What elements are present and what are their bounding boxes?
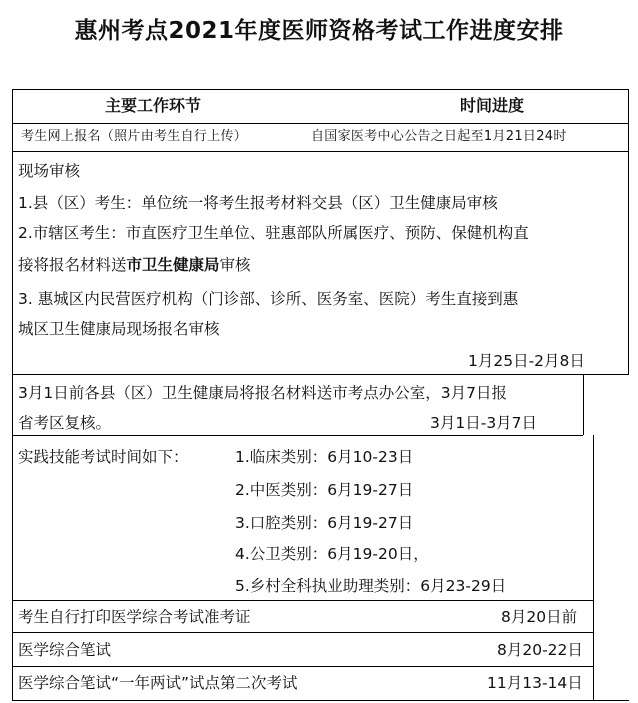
row-divider [13, 666, 593, 667]
time-online-registration: 自国家医考中心公告之日起至1月21日24时 [311, 129, 567, 144]
row-divider [13, 151, 629, 152]
header-task-column: 主要工作环节 [105, 96, 202, 115]
right-border [628, 89, 629, 151]
table-bottom-border [13, 700, 629, 701]
onsite-item-city-line1: 2.市辖区考生：市直医疗卫生单位、驻惠部队所属医疗、预防、保健机构直 [18, 224, 529, 242]
header-time-column: 时间进度 [460, 96, 525, 115]
header-divider [13, 123, 629, 124]
onsite-review-heading: 现场审核 [18, 162, 81, 180]
time-print-ticket: 8月20日前 [501, 608, 578, 626]
task-print-ticket: 考生自行打印医学综合考试准考证 [18, 608, 251, 626]
task-second-exam: 医学综合笔试“一年两试”试点第二次考试 [18, 674, 298, 692]
onsite-item-city-line2 [18, 255, 251, 275]
time-review: 3月1日-3月7日 [430, 414, 538, 432]
right-border [593, 435, 594, 700]
practical-item-tcm: 2.中医类别：6月19-27日 [235, 481, 414, 499]
row-divider [13, 600, 593, 601]
onsite-item-city-bureau: 市卫生健康局 [126, 256, 220, 274]
schedule-table [12, 89, 629, 701]
review-line1: 3月1日前各县（区）卫生健康局将报名材料送市考点办公室，3月7日报 [18, 384, 507, 402]
onsite-item-city-line2-post: 审核 [219, 256, 251, 274]
task-online-registration: 考生网上报名（照片由考生自行上传） [21, 129, 248, 144]
row-divider [13, 374, 629, 375]
practical-item-public-health: 4.公卫类别：6月19-20日， [235, 545, 429, 563]
time-second-exam: 11月13-14日 [487, 674, 583, 692]
onsite-item-county: 1.县（区）考生：单位统一将考生报考材料交县（区）卫生健康局审核 [18, 194, 498, 212]
time-written-exam: 8月20-22日 [497, 641, 583, 659]
practical-lead: 实践技能考试时间如下： [18, 448, 189, 466]
review-line2: 省考区复核。 [18, 414, 112, 432]
time-onsite-review: 1月25日-2月8日 [468, 352, 585, 370]
practical-item-rural: 5.乡村全科执业助理类别：6月23-29日 [235, 577, 507, 595]
right-border [628, 151, 629, 374]
right-border [583, 374, 584, 435]
practical-item-clinical: 1.临床类别：6月10-23日 [235, 448, 414, 466]
row-divider [13, 435, 583, 436]
table-top-border [13, 89, 629, 90]
task-written-exam: 医学综合笔试 [18, 641, 112, 659]
onsite-item-city-line2-pre: 接将报名材料送 [18, 256, 127, 274]
page-title: 惠州考点2021年度医师资格考试工作进度安排 [74, 18, 564, 44]
practical-item-dental: 3.口腔类别：6月19-27日 [235, 514, 414, 532]
row-divider [13, 632, 593, 633]
onsite-item-private-line2: 城区卫生健康局现场报名审核 [18, 320, 220, 338]
onsite-item-private-line1: 3. 惠城区内民营医疗机构（门诊部、诊所、医务室、医院）考生直接到惠 [18, 290, 519, 308]
